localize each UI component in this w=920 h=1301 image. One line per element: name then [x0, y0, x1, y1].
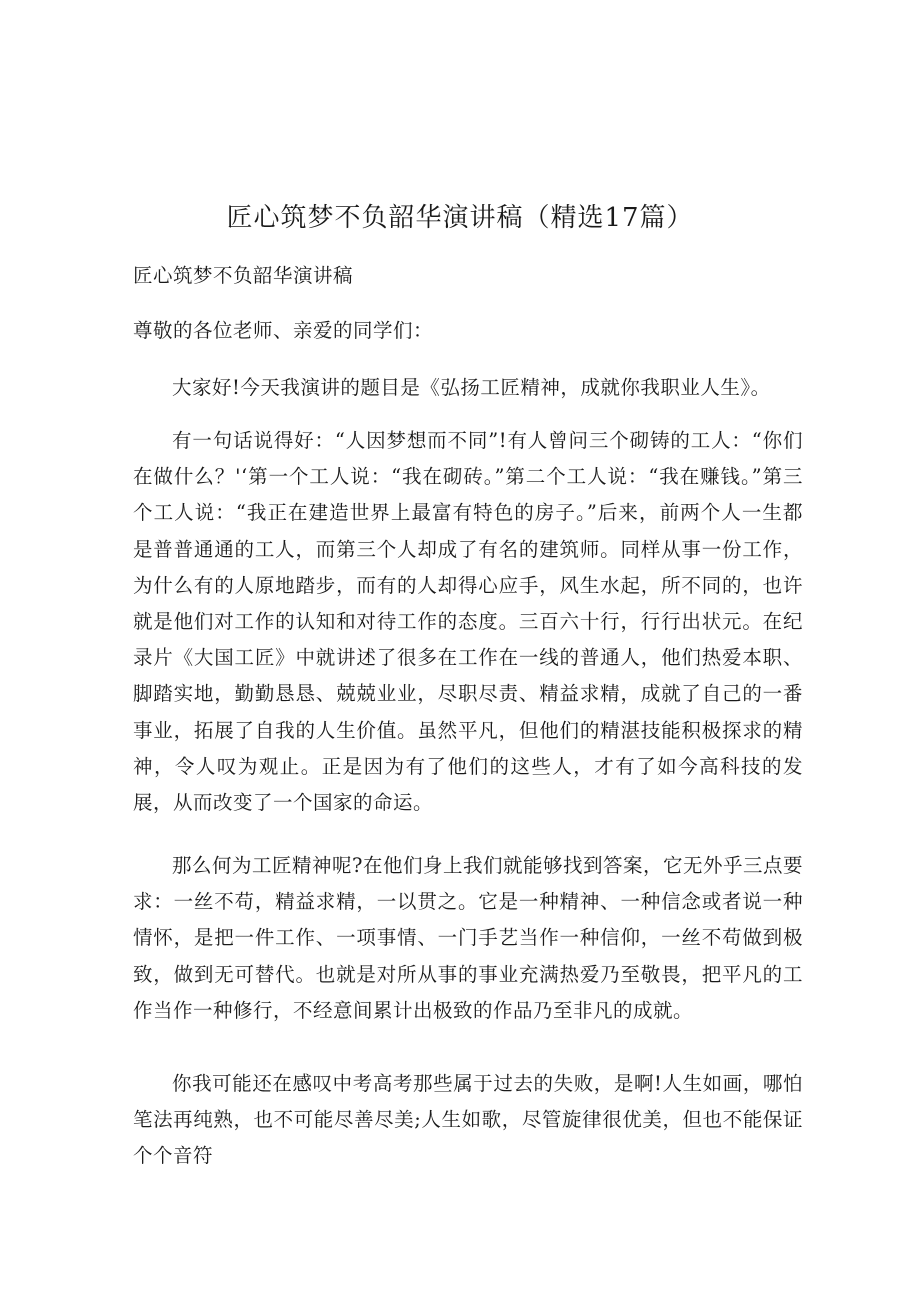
- paragraph-craftsman-spirit: 那么何为工匠精神呢?在他们身上我们就能够找到答案，它无外乎三点要求：一丝不苟，精益求精，一以贯之。它是一种精神、一种信念或者说一种情怀，是把一件工作、一项事情、一门手艺当作一种信仰，一丝不苟做到极致，做到无可替代。也就是对所从事的事业充满热爱乃至敬畏，把平凡的工作当作一种修行，不经意间累计出极致的作品乃至非凡的成就。: [133, 854, 803, 1022]
- document-subtitle: 匠心筑梦不负韶华演讲稿: [133, 264, 354, 287]
- document-title: 匠心筑梦不负韶华演讲稿（精选17篇）: [226, 203, 694, 233]
- paragraph-story: 有一句话说得好：“人因梦想而不同”!有人曾问三个砌铸的工人：“你们在做什么？'‘第一个工人说：“我在砌砖。”第二个工人说：“我在赚钱。”第三个工人说：“我正在建造世界上最富有特色的房子。”后来，前两个人一生都是普普通通的工人，而第三个人却成了有名的建筑师。同样从事一份工作，为什么有的人原地踏步，而有的人却得心应手，风生水起，所不同的，也许就是他们对工作的认知和对待工作的态度。三百六十行，行行出状元。在纪录片《大国工匠》中就讲述了很多在工作在一线的普通人，他们热爱本职、脚踏实地，勤勤恳恳、兢兢业业，尽职尽责、精益求精，成就了自己的一番事业，拓展了自我的人生价值。虽然平凡，但他们的精湛技能积极探求的精神，令人叹为观止。正是因为有了他们的这些人，才有了如今高科技的发展，从而改变了一个国家的命运。: [133, 429, 803, 815]
- salutation: 尊敬的各位老师、亲爱的同学们：: [133, 319, 434, 342]
- paragraph-opening: 大家好!今天我演讲的题目是《弘扬工匠精神，成就你我职业人生》。: [172, 376, 771, 399]
- paragraph-life: 你我可能还在感叹中考高考那些属于过去的失败，是啊!人生如画，哪怕笔法再纯熟，也不可能尽善尽美;人生如歌，尽管旋律很优美，但也不能保证个个音符: [133, 1072, 803, 1168]
